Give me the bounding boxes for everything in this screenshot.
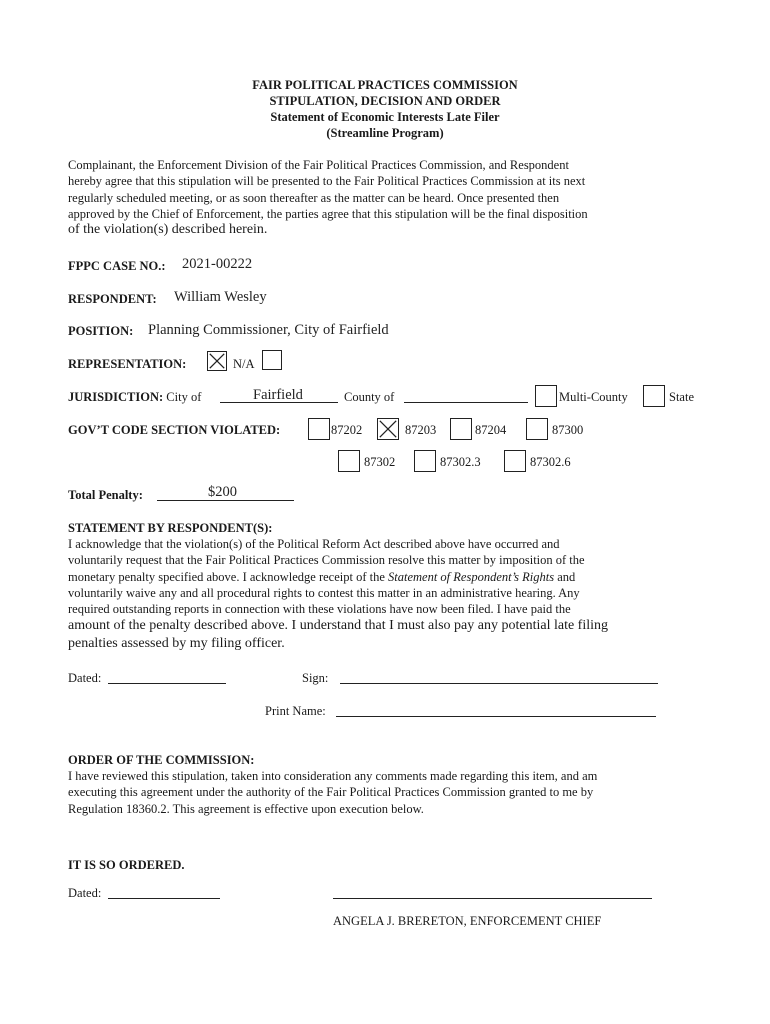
position-value[interactable]: Planning Commissioner, City of Fairfield [148,322,389,338]
case-number-value[interactable]: 2021-00222 [182,256,253,272]
gov-code-label: GOV’T CODE SECTION VIOLATED: [68,423,281,437]
rights-document-title: Statement of Respondent’s Rights [388,569,555,584]
code-87300-checkbox[interactable] [526,418,548,440]
state-label: State [669,390,694,404]
code-87302-checkbox[interactable] [338,450,360,472]
statement-line [68,569,678,585]
intro-line: regularly scheduled meeting, or as soon thereafter as the matter can be heard. Once presented then [68,190,560,205]
code-87203-label: 87203 [405,423,437,437]
form-title-line1: FAIR POLITICAL PRACTICES COMMISSION [252,78,518,92]
chief-signature-line[interactable] [333,898,652,899]
code-87202-label: 87202 [331,423,363,437]
order-paragraph [68,768,688,817]
representation-na-checkbox[interactable] [207,351,227,371]
representation-label: REPRESENTATION: [68,357,187,371]
form-program: (Streamline Program) [326,126,444,140]
order-line: I have reviewed this stipulation, taken into consideration any comments made regarding this item, and am [68,769,598,783]
order-line: executing this agreement under the authority of the Fair Political Practices Commission granted to me by [68,785,594,800]
city-label: City of [166,390,202,404]
signer-name: ANGELA J. BRERETON, ENFORCEMENT CHIEF [333,914,602,928]
code-87302-3-label: 87302.3 [440,455,481,469]
multi-county-checkbox[interactable] [535,385,557,407]
checkmark-x-icon [378,419,398,439]
code-87302-3-checkbox[interactable] [414,450,436,472]
code-87203-checkbox[interactable] [377,418,399,440]
statement-line: penalties assessed by my filing officer. [68,636,285,652]
intro-line: of the violation(s) described herein. [68,222,268,238]
jurisdiction-label: JURISDICTION: [68,390,164,404]
statement-text: and [554,569,576,584]
checkmark-x-icon [208,352,226,370]
statement-line: I acknowledge that the violation(s) of the Political Reform Act described above have occurred and [68,537,560,551]
statement-line: amount of the penalty described above. I understand that I must also pay any potential late filing [68,618,609,634]
intro-line: approved by the Chief of Enforcement, the parties agree that this stipulation will be the final disposition [68,206,588,221]
case-number-label: FPPC CASE NO.: [68,259,166,273]
form-title-line2: STIPULATION, DECISION AND ORDER [269,94,501,108]
code-87300-label: 87300 [552,423,584,437]
code-87204-label: 87204 [475,423,507,437]
order-dated-line[interactable] [108,898,220,899]
order-dated-label: Dated: [68,886,102,900]
respondent-dated-label: Dated: [68,671,102,685]
city-value[interactable]: Fairfield [253,387,303,403]
order-heading: ORDER OF THE COMMISSION: [68,753,255,767]
respondent-sign-label: Sign: [302,671,329,685]
statement-line: voluntarily waive any and all procedural rights to contest this matter in an administrative hearing. Any [68,585,580,600]
position-label: POSITION: [68,324,134,338]
intro-line: hereby agree that this stipulation will be presented to the Fair Political Practices Commission at its next [68,174,586,189]
statement-text: monetary penalty specified above. I acknowledge receipt of the [68,569,389,584]
total-penalty-label: Total Penalty: [68,488,143,502]
code-87204-checkbox[interactable] [450,418,472,440]
respondent-dated-line[interactable] [108,683,226,684]
state-checkbox[interactable] [643,385,665,407]
code-87202-checkbox[interactable] [308,418,330,440]
print-name-line[interactable] [336,716,656,717]
respondent-value[interactable]: William Wesley [174,289,267,305]
multi-county-label: Multi-County [559,390,628,404]
statement-line: voluntarily request that the Fair Political Practices Commission resolve this matter by imposition of the [68,553,585,568]
statement-heading: STATEMENT BY RESPONDENT(S): [68,521,273,535]
intro-paragraph [68,157,668,238]
print-name-label: Print Name: [265,704,326,718]
statement-line: required outstanding reports in connection with these violations have now been filed. I have paid the [68,602,571,617]
code-87302-6-label: 87302.6 [530,455,571,469]
intro-line: Complainant, the Enforcement Division of the Fair Political Practices Commission, and Respondent [68,158,569,172]
county-input-line[interactable] [404,402,528,403]
county-label: County of [344,390,395,404]
code-87302-6-checkbox[interactable] [504,450,526,472]
code-87302-label: 87302 [364,455,396,469]
respondent-label: RESPONDENT: [68,292,157,306]
ordered-heading: IT IS SO ORDERED. [68,858,185,872]
respondent-signature-line[interactable] [340,683,658,684]
form-subtitle: Statement of Economic Interests Late Filer [270,110,500,124]
representation-na-label: N/A [233,357,255,371]
penalty-value[interactable]: $200 [208,484,237,500]
jurisdiction-row [68,389,201,405]
statement-paragraph [68,536,678,653]
order-line: Regulation 18360.2. This agreement is effective upon execution below. [68,801,424,816]
representation-other-checkbox[interactable] [262,350,282,370]
